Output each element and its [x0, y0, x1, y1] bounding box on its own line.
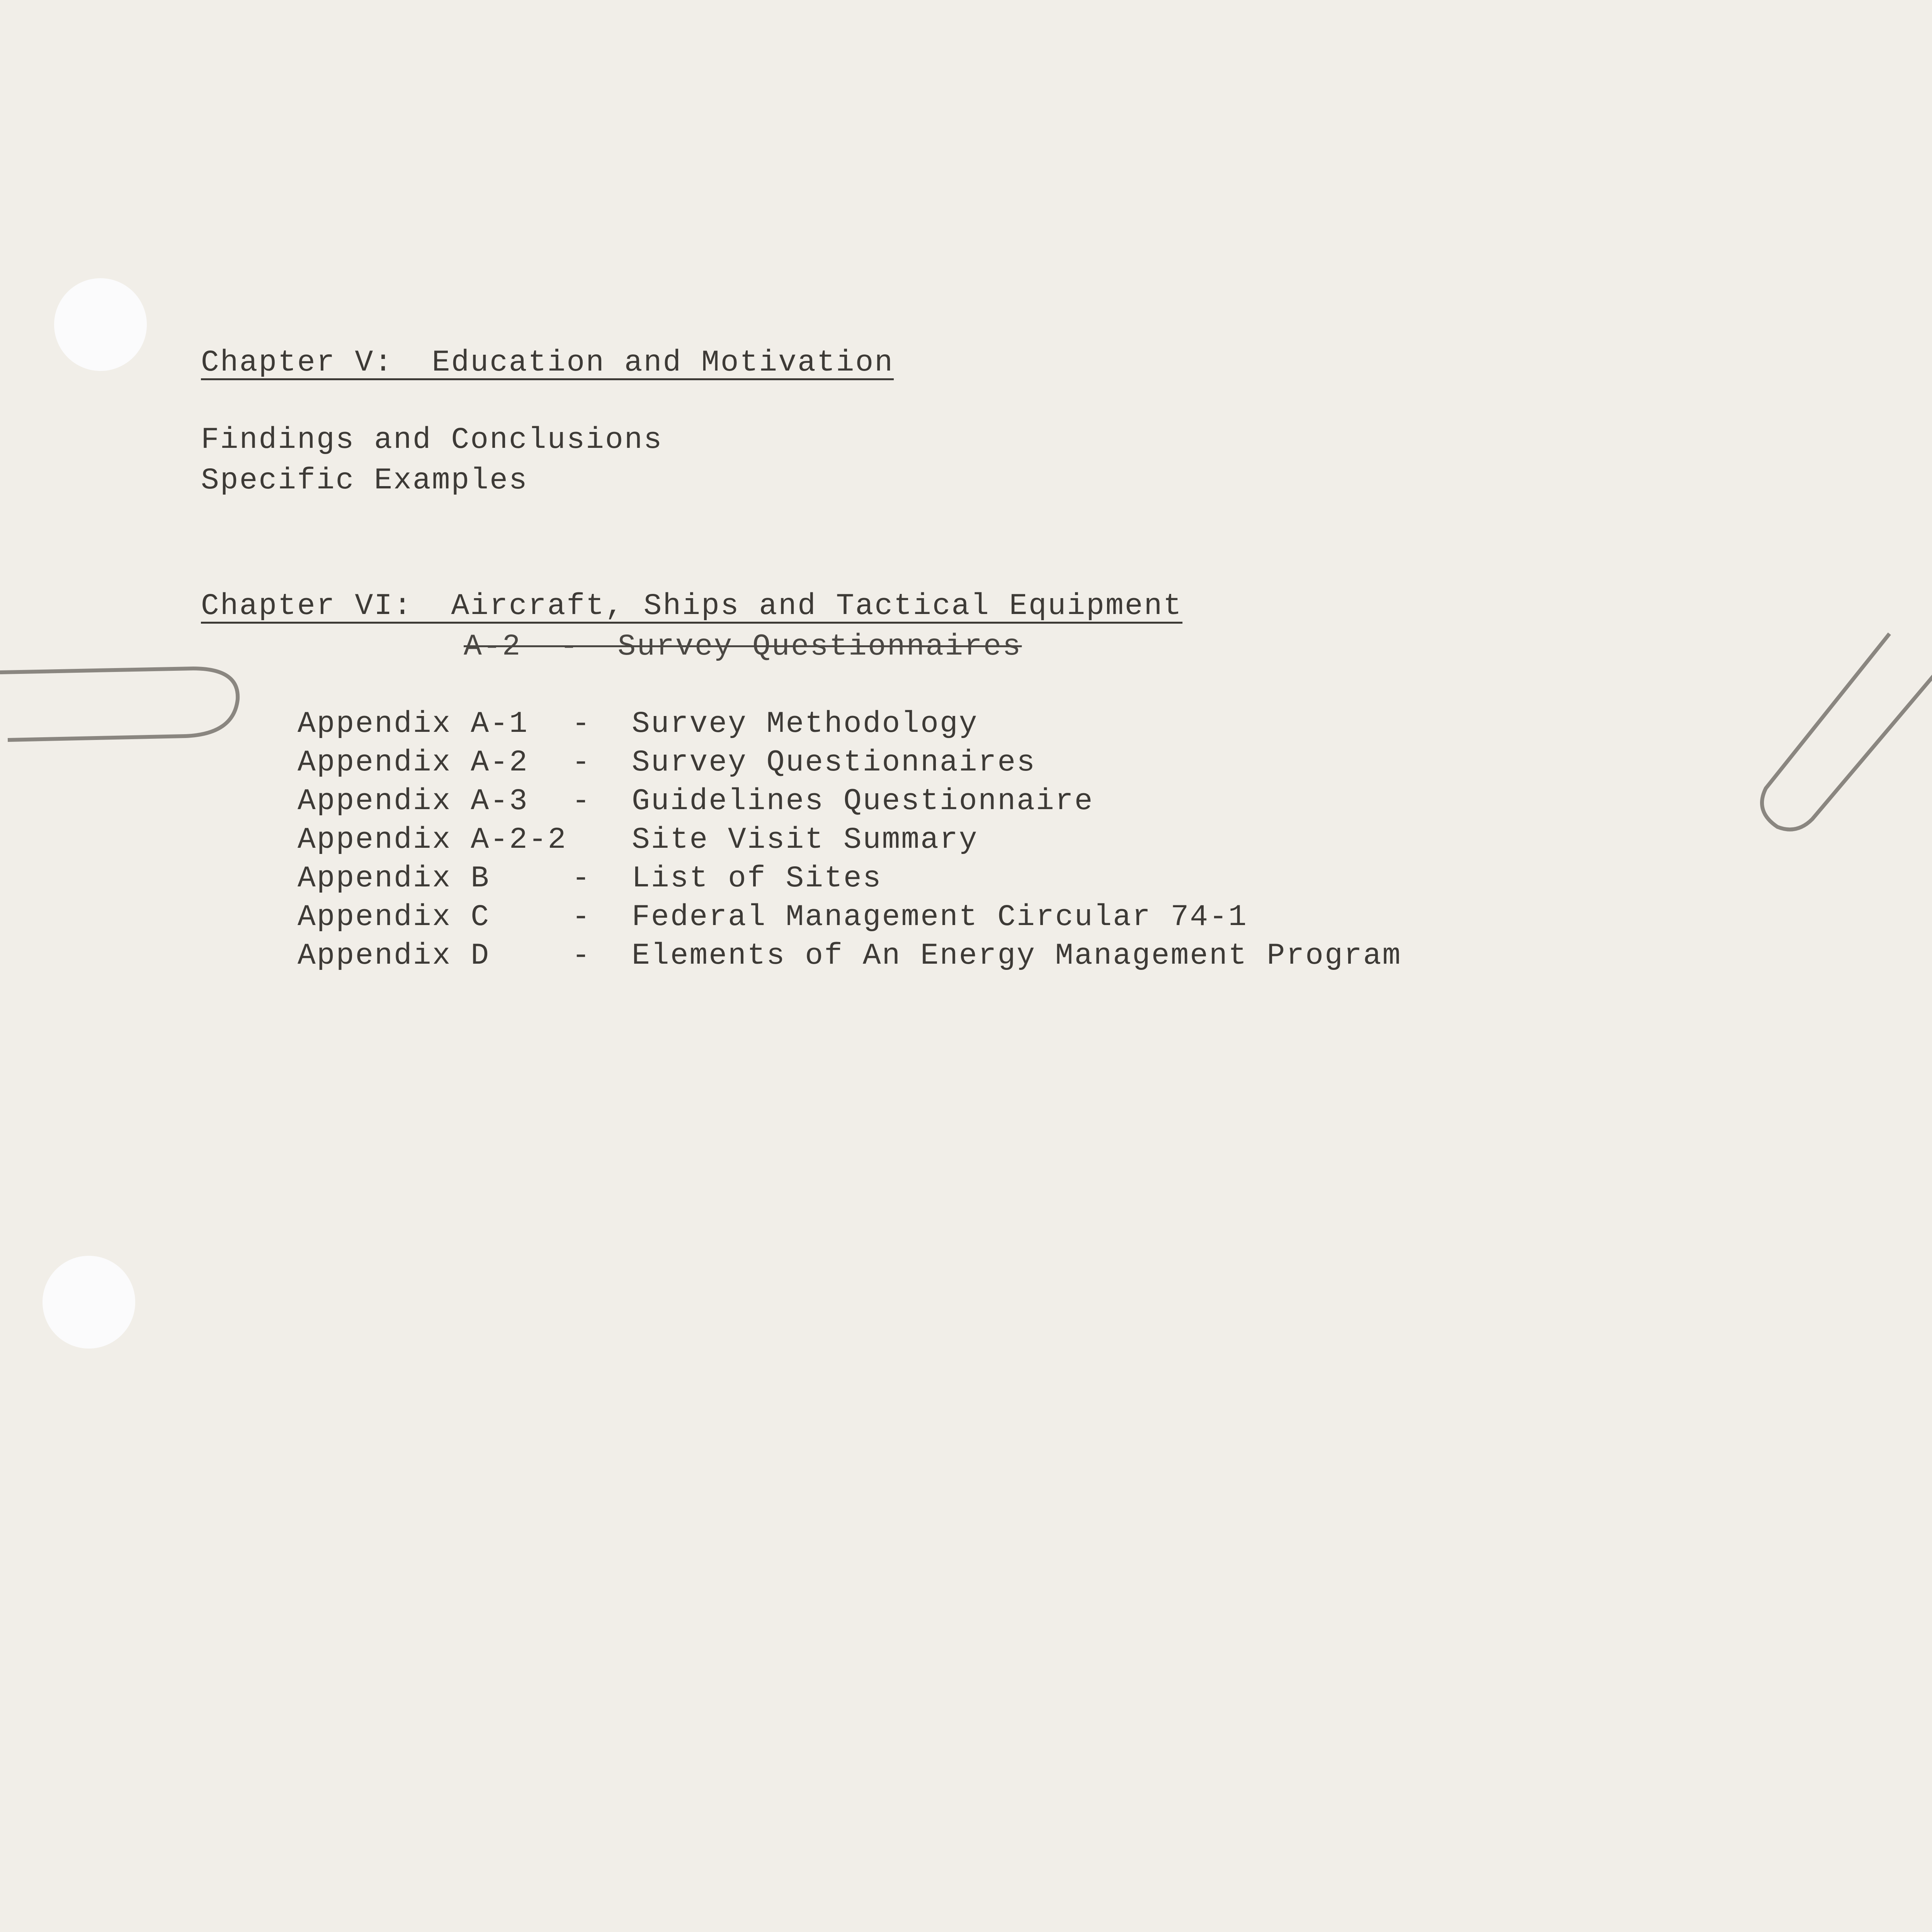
appendix-dash: -	[572, 900, 591, 934]
appendix-label: Appendix A-1	[298, 707, 529, 741]
appendix-label: Appendix A-2	[298, 746, 529, 780]
paper-clip-left	[0, 657, 247, 750]
appendix-dash: -	[572, 862, 591, 896]
appendix-title: Elements of An Energy Management Program	[632, 939, 1402, 973]
chapter-5-item-1: Findings and Conclusions	[201, 423, 663, 457]
appendix-dash: -	[572, 939, 591, 973]
appendix-title: Survey Methodology	[632, 707, 978, 741]
appendix-label: Appendix A-2-2	[298, 823, 567, 857]
appendix-dash: -	[572, 707, 591, 741]
punch-hole-middle	[43, 1256, 135, 1349]
appendix-title: Guidelines Questionnaire	[632, 784, 1094, 818]
chapter-5-heading: Chapter V: Education and Motivation	[201, 346, 894, 380]
appendix-title: Site Visit Summary	[632, 823, 978, 857]
chapter-6-heading: Chapter VI: Aircraft, Ships and Tactical Equipment	[201, 589, 1183, 623]
appendix-label: Appendix C	[298, 900, 490, 934]
appendix-title: Federal Management Circular 74-1	[632, 900, 1248, 934]
paper-clip-right	[1750, 626, 1932, 842]
appendix-dash: -	[572, 784, 591, 818]
appendix-dash: -	[572, 746, 591, 780]
chapter-5-item-2: Specific Examples	[201, 464, 528, 498]
appendix-label: Appendix A-3	[298, 784, 529, 818]
appendix-title: List of Sites	[632, 862, 882, 896]
punch-hole-top	[54, 278, 147, 371]
struck-out-entry: A-2 - Survey Questionnaires	[464, 630, 1022, 664]
appendix-label: Appendix B	[298, 862, 490, 896]
appendix-title: Survey Questionnaires	[632, 746, 1036, 780]
appendix-label: Appendix D	[298, 939, 490, 973]
